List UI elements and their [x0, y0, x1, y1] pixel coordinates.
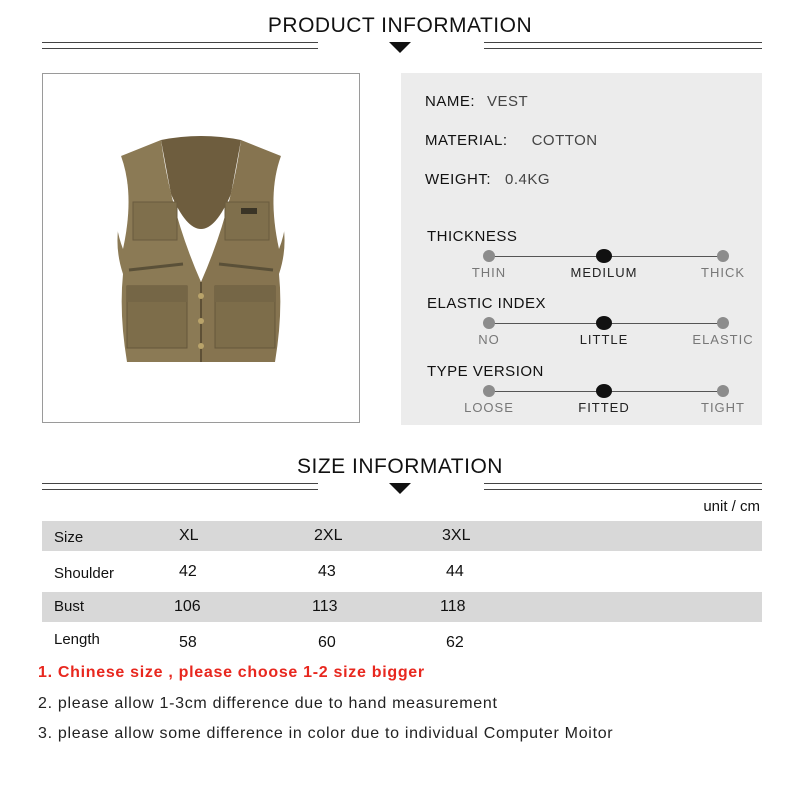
scale-dot-selected: [596, 384, 612, 398]
scale-option: THICK: [701, 265, 745, 280]
table-header-row: [42, 521, 762, 551]
material-label: MATERIAL:: [425, 132, 508, 149]
scale-option: LOOSE: [464, 400, 514, 415]
table-header-cell: 3XL: [442, 527, 471, 544]
weight-value: 0.4KG: [505, 171, 551, 188]
table-cell: 118: [440, 598, 466, 615]
table-cell: 113: [312, 598, 338, 615]
material-value: COTTON: [531, 132, 598, 149]
scale-dot: [717, 317, 729, 329]
table-cell: 43: [318, 563, 336, 580]
table-header-cell: XL: [179, 527, 199, 544]
note-color: 3. please allow some difference in color due to individual Computer Moitor: [38, 725, 614, 742]
scale-title: THICKNESS: [427, 228, 518, 245]
table-header-cell: 2XL: [314, 527, 343, 544]
table-row: [42, 592, 762, 622]
arrow-down-icon: [389, 42, 411, 53]
info-name: [425, 93, 528, 110]
table-cell: Shoulder: [54, 565, 115, 582]
scale-option: NO: [478, 332, 500, 347]
table-cell: 42: [179, 563, 197, 580]
header-divider-left: [42, 483, 318, 490]
scale-dot-selected: [596, 249, 612, 263]
header-divider-right: [484, 42, 762, 49]
product-photo: [42, 73, 360, 423]
header-divider-left: [42, 42, 318, 49]
scale-option-selected: FITTED: [578, 400, 630, 415]
arrow-down-icon: [389, 483, 411, 494]
info-material: [425, 132, 598, 149]
table-cell: 106: [174, 598, 201, 615]
vest-image: [43, 74, 359, 422]
name-label: NAME:: [425, 93, 476, 110]
scale-title: TYPE VERSION: [427, 363, 544, 380]
scale-dot: [717, 250, 729, 262]
table-cell: 44: [446, 563, 464, 580]
scale-dot: [483, 317, 495, 329]
unit-label: unit / cm: [703, 498, 760, 515]
scale-dot: [717, 385, 729, 397]
scale-dot: [483, 385, 495, 397]
table-cell: 62: [446, 634, 464, 651]
table-row: [42, 557, 762, 587]
scale-title: ELASTIC INDEX: [427, 295, 547, 312]
scale-dot: [483, 250, 495, 262]
scale-option: ELASTIC: [692, 332, 754, 347]
scale-option: TIGHT: [701, 400, 745, 415]
scale-option: THIN: [471, 265, 507, 280]
table-header-cell: Size: [54, 529, 84, 546]
table-cell: Length: [54, 631, 100, 648]
note-measurement: 2. please allow 1-3cm difference due to hand measurement: [38, 695, 498, 712]
scale-option-selected: LITTLE: [579, 332, 629, 347]
product-info-title: PRODUCT INFORMATION: [267, 14, 533, 37]
name-value: VEST: [487, 93, 529, 110]
header-divider-right: [484, 483, 762, 490]
weight-label: WEIGHT:: [425, 171, 491, 188]
table-cell: 58: [179, 634, 197, 651]
product-info-panel: [401, 73, 762, 425]
note-size-advice: 1. Chinese size , please choose 1-2 size bigger: [38, 664, 425, 681]
scale-dot-selected: [596, 316, 612, 330]
table-cell: 60: [318, 634, 336, 651]
table-row: [42, 627, 762, 657]
scale-option-selected: MEDILUM: [570, 265, 638, 280]
info-weight: [425, 171, 550, 188]
size-info-title: SIZE INFORMATION: [297, 455, 503, 478]
table-cell: Bust: [54, 598, 85, 615]
